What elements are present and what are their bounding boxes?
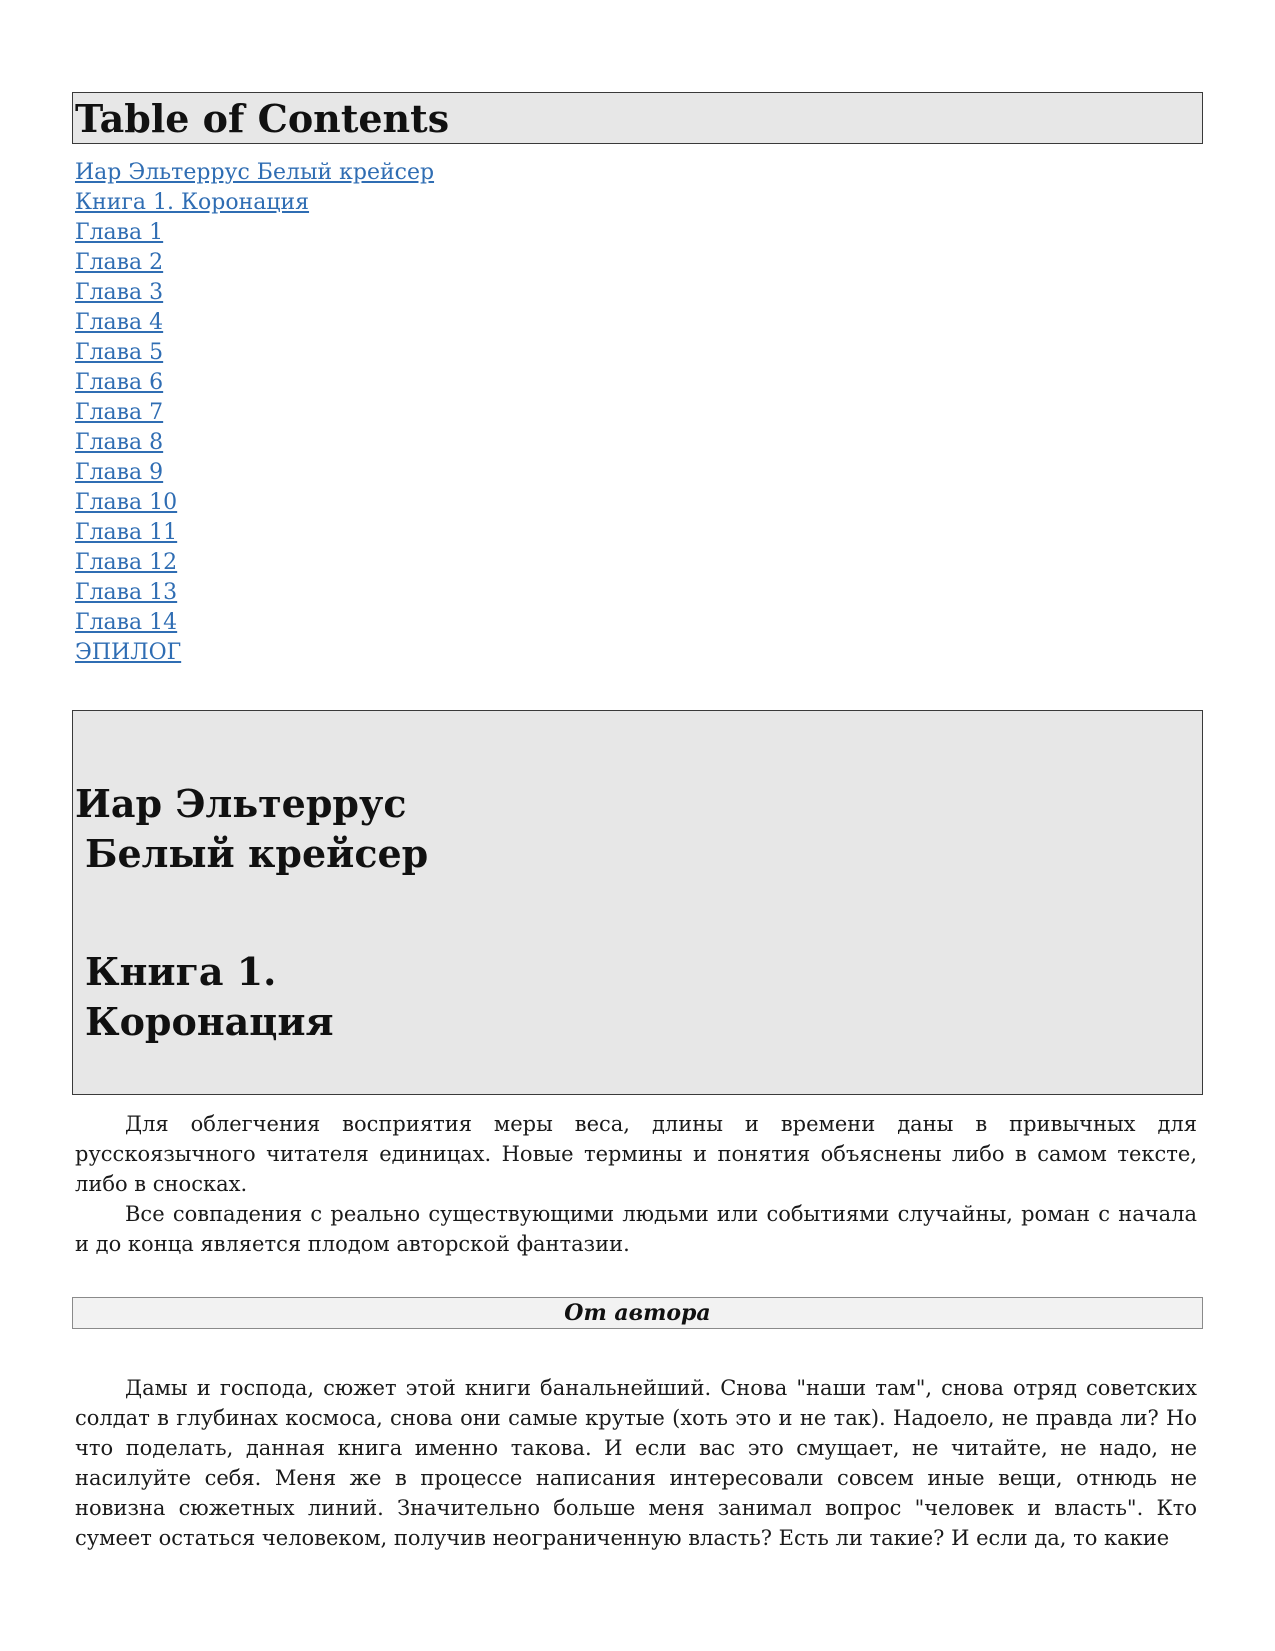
author-name: Иар Эльтеррус bbox=[75, 781, 407, 826]
intro-text bbox=[72, 1109, 1203, 1259]
toc-link-chapter-7[interactable]: Глава 7 bbox=[75, 400, 164, 425]
from-author-heading: От автора bbox=[72, 1297, 1203, 1329]
toc-item bbox=[72, 248, 1203, 278]
toc-link-chapter-1[interactable]: Глава 1 bbox=[75, 220, 164, 245]
toc-item bbox=[72, 458, 1203, 488]
toc-item bbox=[72, 638, 1203, 668]
from-author-paragraph: Дамы и господа, сюжет этой книги банальнейший. Снова "наши там", снова отряд советских солдат в глубинах космоса, снова они самые крутые (хоть это и не так). Надоело, не правда ли? Но что поделать, данная книга именно такова. И если вас это смущает, не читайте, не надо, не насилуйте себя. Меня же в процессе написания интересовали совсем иные вещи, отнюдь не новизна сюжетных линий. Значительно больше меня занимал вопрос "человек и власть". Кто сумеет остаться человеком, получив неограниченную власть? Есть ли такие? И если да, то какие bbox=[75, 1376, 1197, 1550]
toc-link-title[interactable]: Иар Эльтеррус Белый крейсер bbox=[75, 160, 435, 185]
toc-link-chapter-8[interactable]: Глава 8 bbox=[75, 430, 164, 455]
toc-item bbox=[72, 398, 1203, 428]
intro-paragraph: Все совпадения с реально существующими людьми или событиями случайны, роман с начала и до конца является плодом авторской фантазии. bbox=[75, 1202, 1197, 1256]
toc-link-book-1[interactable]: Книга 1. Коронация bbox=[75, 190, 310, 215]
toc-item bbox=[72, 338, 1203, 368]
toc-link-epilogue[interactable]: ЭПИЛОГ bbox=[75, 640, 182, 665]
toc-item bbox=[72, 608, 1203, 638]
toc-item bbox=[72, 368, 1203, 398]
toc-link-chapter-12[interactable]: Глава 12 bbox=[75, 550, 178, 575]
toc-link-chapter-5[interactable]: Глава 5 bbox=[75, 340, 164, 365]
toc-item bbox=[72, 428, 1203, 458]
title-block bbox=[72, 710, 1203, 1095]
toc-item bbox=[72, 218, 1203, 248]
toc-item bbox=[72, 578, 1203, 608]
toc-item bbox=[72, 488, 1203, 518]
intro-paragraph: Для облегчения восприятия меры веса, длины и времени даны в привычных для русскоязычного читателя единицах. Новые термины и понятия объяснены либо в самом тексте, либо в сносках. bbox=[75, 1112, 1197, 1196]
toc-link-chapter-4[interactable]: Глава 4 bbox=[75, 310, 164, 335]
toc-item bbox=[72, 188, 1203, 218]
toc-link-chapter-9[interactable]: Глава 9 bbox=[75, 460, 164, 485]
toc-link-chapter-13[interactable]: Глава 13 bbox=[75, 580, 178, 605]
from-author-text bbox=[72, 1373, 1203, 1553]
toc-item bbox=[72, 548, 1203, 578]
toc-link-chapter-2[interactable]: Глава 2 bbox=[75, 250, 164, 275]
toc-heading: Table of Contents bbox=[72, 92, 1203, 144]
book-title: Белый крейсер bbox=[85, 831, 429, 876]
toc-item bbox=[72, 158, 1203, 188]
volume-title: Коронация bbox=[85, 999, 334, 1044]
volume-number: Книга 1. bbox=[85, 949, 277, 994]
document-page bbox=[72, 92, 1203, 1553]
toc-item bbox=[72, 278, 1203, 308]
toc-link-chapter-11[interactable]: Глава 11 bbox=[75, 520, 178, 545]
toc-link-chapter-14[interactable]: Глава 14 bbox=[75, 610, 178, 635]
toc-list bbox=[72, 158, 1203, 668]
toc-link-chapter-10[interactable]: Глава 10 bbox=[75, 490, 178, 515]
toc-link-chapter-3[interactable]: Глава 3 bbox=[75, 280, 164, 305]
toc-link-chapter-6[interactable]: Глава 6 bbox=[75, 370, 164, 395]
toc-item bbox=[72, 308, 1203, 338]
toc-item bbox=[72, 518, 1203, 548]
